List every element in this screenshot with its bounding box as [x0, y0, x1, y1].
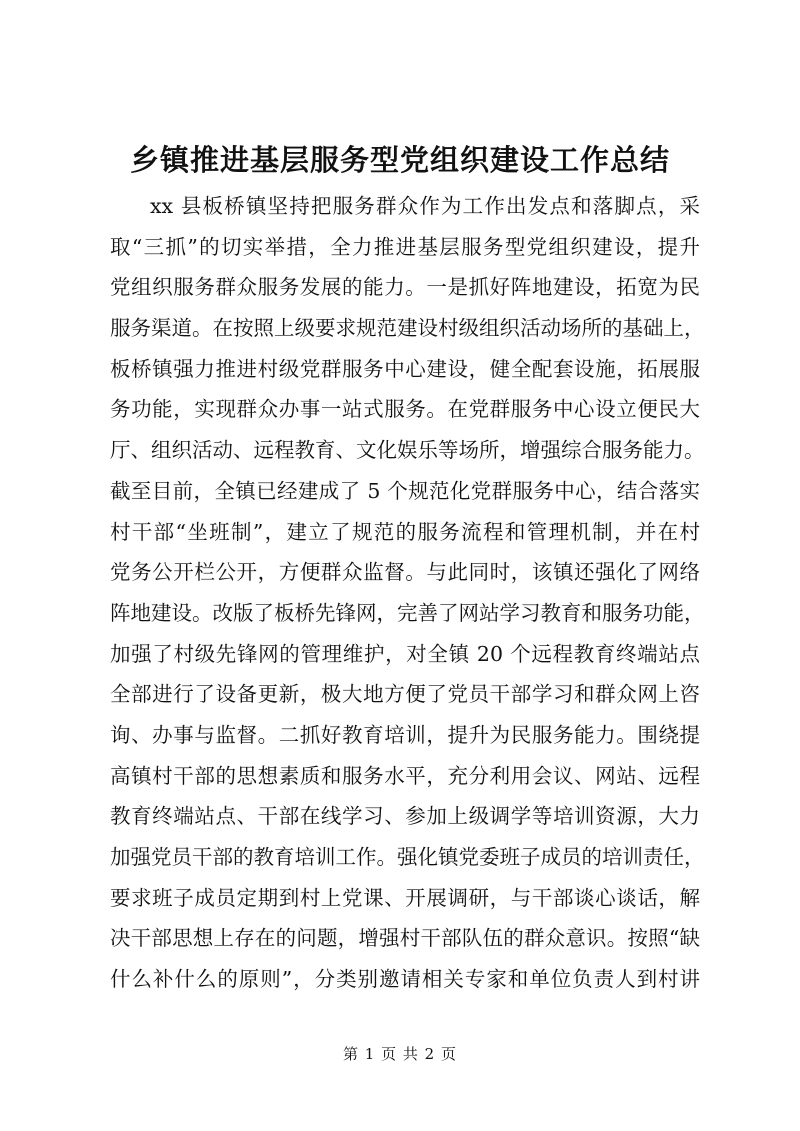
text-line: 截至目前，全镇已经建成了 5 个规范化党群服务中心，结合落实 [110, 478, 700, 503]
text-line: 务功能，实现群众办事一站式服务。在党群服务中心设立便民大 [110, 397, 700, 422]
text-line: 厅、组织活动、远程教育、文化娱乐等场所，增强综合服务能力。 [110, 438, 705, 463]
text-line: 取“三抓”的切实举措，全力推进基层服务型党组织建设，提升 [110, 234, 700, 259]
text-line: 什么补什么的原则”，分类别邀请相关专家和单位负责人到村讲 [110, 967, 700, 992]
text-line: 决干部思想上存在的问题，增强村干部队伍的群众意识。按照“缺 [110, 926, 700, 951]
text-line: 党组织服务群众服务发展的能力。一是抓好阵地建设，拓宽为民 [110, 275, 700, 300]
text-line: 服务渠道。在按照上级要求规范建设村级组织活动场所的基础上， [110, 316, 705, 341]
text-line: 要求班子成员定期到村上党课、开展调研，与干部谈心谈话，解 [110, 885, 700, 910]
text-line: 全部进行了设备更新，极大地方便了党员干部学习和群众网上咨 [110, 682, 700, 707]
text-line: 加强了村级先锋网的管理维护，对全镇 20 个远程教育终端站点 [110, 641, 700, 666]
text-line: 党务公开栏公开，方便群众监督。与此同时，该镇还强化了网络 [110, 560, 700, 585]
text-line: 阵地建设。改版了板桥先锋网，完善了网站学习教育和服务功能， [110, 600, 705, 625]
text-line: 板桥镇强力推进村级党群服务中心建设，健全配套设施，拓展服 [110, 356, 700, 381]
text-line: 加强党员干部的教育培训工作。强化镇党委班子成员的培训责任， [110, 845, 705, 869]
body-text [110, 186, 705, 1000]
text-line: 村干部“坐班制”，建立了规范的服务流程和管理机制，并在村 [110, 519, 700, 544]
text-line: 教育终端站点、干部在线学习、参加上级调学等培训资源，大力 [110, 804, 700, 829]
page-title: 乡镇推进基层服务型党组织建设工作总结 [129, 143, 670, 177]
text-line: 询、办事与监督。二抓好教育培训，提升为民服务能力。围绕提 [110, 722, 700, 747]
text-line: xx 县板桥镇坚持把服务群众作为工作出发点和落脚点，采 [150, 194, 700, 218]
page-footer: 第 1 页 共 2 页 [343, 1045, 457, 1063]
text-line: 高镇村干部的思想素质和服务水平，充分利用会议、网站、远程 [110, 763, 700, 788]
